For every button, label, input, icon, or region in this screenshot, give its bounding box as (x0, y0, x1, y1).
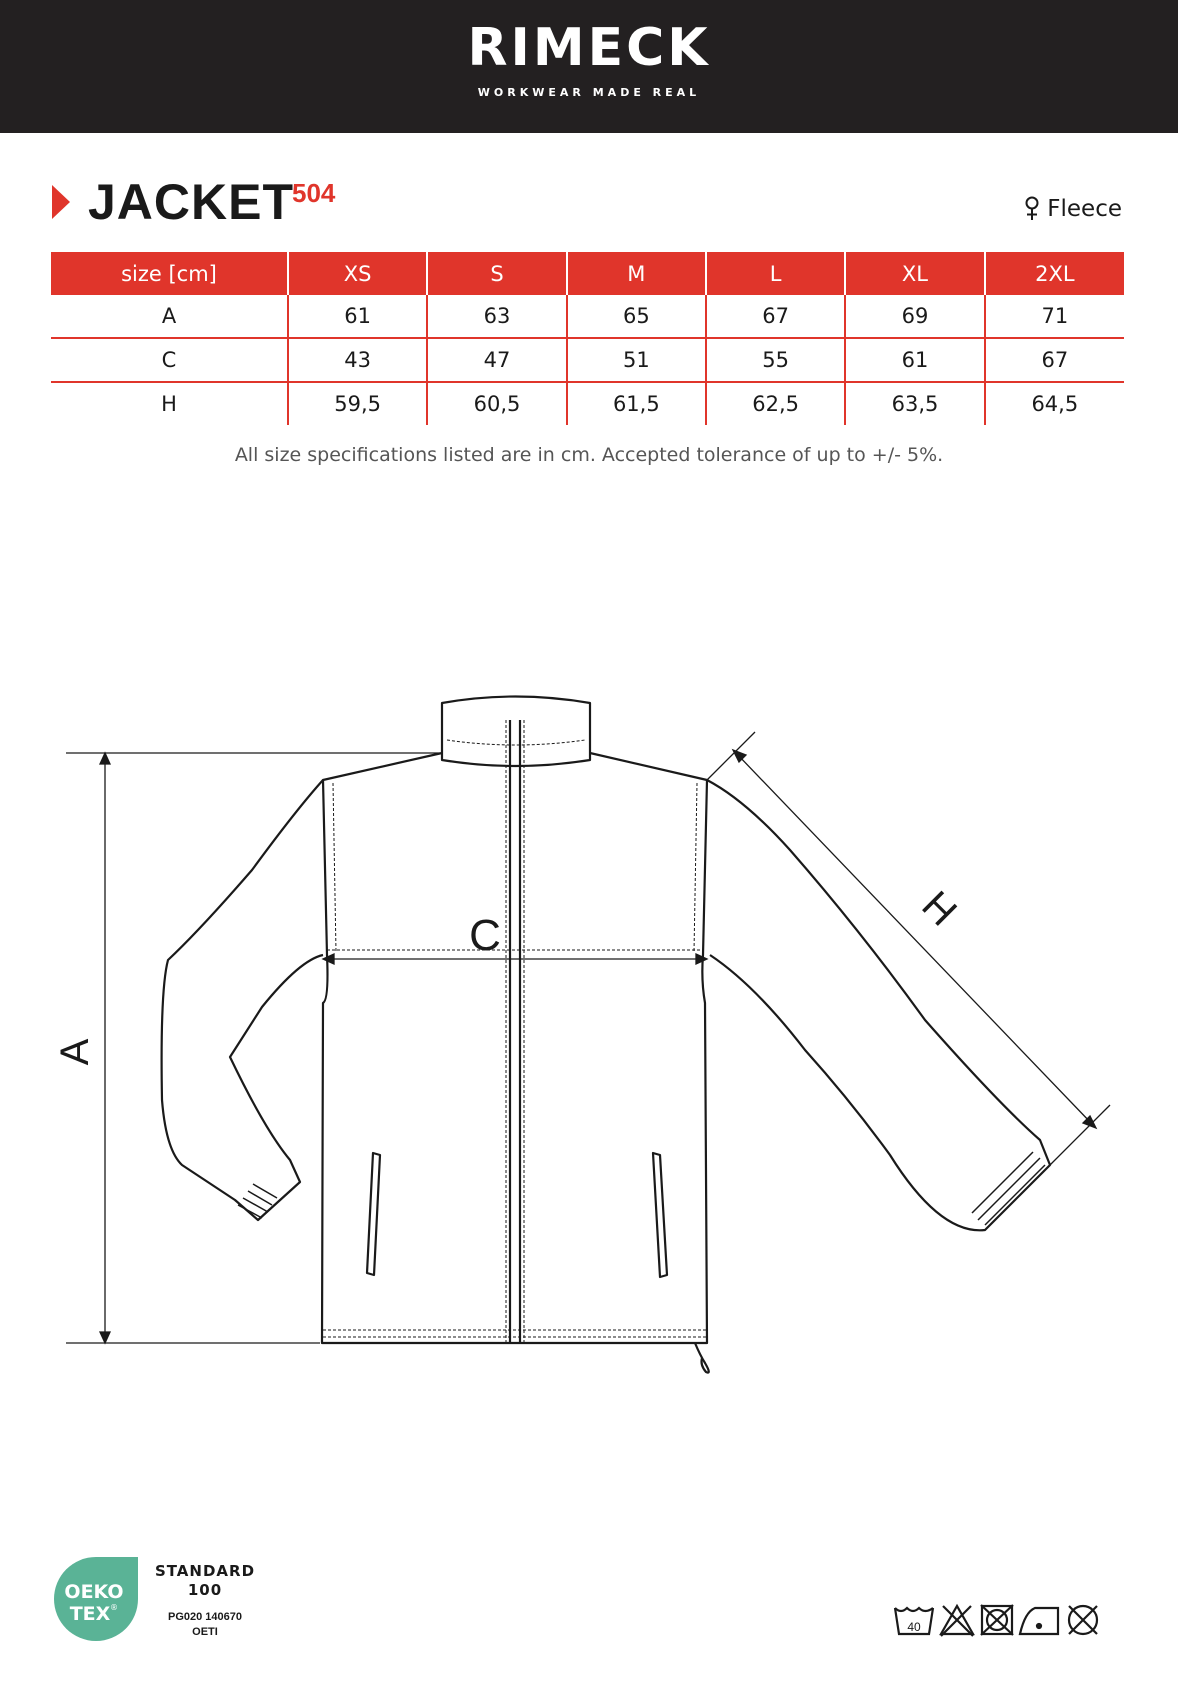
table-cell: 67 (706, 295, 845, 338)
table-cell: 63,5 (845, 382, 984, 425)
size-2xl: 2XL (985, 252, 1124, 295)
cert-code-line2: OETI (192, 1626, 218, 1638)
tex-text: TEX (69, 1603, 111, 1625)
right-sleeve (707, 780, 1050, 1230)
material-text: Fleece (1047, 196, 1122, 222)
size-m: M (567, 252, 706, 295)
table-row (51, 338, 1124, 382)
brand-header (0, 0, 1178, 133)
tolerance-note: All size specifications listed are in cm. Accepted tolerance of up to +/- 5%. (234, 444, 944, 466)
label-h: H (913, 883, 965, 935)
product-title: JACKET (88, 174, 295, 230)
standard-line1: STANDARD (154, 1562, 256, 1580)
oeko-tex-logo (52, 1555, 140, 1643)
table-cell: 64,5 (985, 382, 1124, 425)
right-pocket (653, 1153, 667, 1277)
standard-line2: 100 (187, 1581, 223, 1599)
care-symbols (893, 1602, 1118, 1638)
table-cell: 47 (427, 338, 566, 382)
table-cell: 59,5 (288, 382, 427, 425)
female-symbol-icon (1023, 196, 1041, 222)
brand-name: RIMECK (467, 18, 711, 78)
collar (442, 697, 590, 767)
table-cell: 65 (567, 295, 706, 338)
size-xl: XL (845, 252, 984, 295)
no-bleach-icon (941, 1606, 973, 1636)
size-header-label: size [cm] (51, 252, 288, 295)
oeko-registered-mark: ® (110, 1603, 118, 1612)
table-cell: 67 (985, 338, 1124, 382)
table-row (51, 295, 1124, 338)
size-l: L (706, 252, 845, 295)
table-cell: 61 (845, 338, 984, 382)
row-label: C (51, 338, 288, 382)
left-pocket (367, 1153, 380, 1275)
jacket-diagram (0, 660, 1178, 1380)
table-cell: 62,5 (706, 382, 845, 425)
title-arrow-icon (52, 185, 70, 219)
cert-code (153, 1610, 257, 1640)
brand-logo (0, 18, 1178, 78)
cert-code-line1: PG020 140670 (167, 1611, 242, 1623)
wash-temp-label: 40 (907, 1620, 921, 1634)
size-table (51, 252, 1124, 425)
label-c: C (469, 911, 501, 960)
table-row (51, 382, 1124, 425)
brand-tagline: WORKWEAR MADE REAL (477, 86, 701, 99)
table-cell: 61 (288, 295, 427, 338)
iron-low-icon (1020, 1608, 1058, 1634)
table-cell: 71 (985, 295, 1124, 338)
row-label: H (161, 392, 177, 416)
table-cell: 51 (567, 338, 706, 382)
no-tumble-dry-icon (981, 1605, 1013, 1635)
table-cell: 69 (845, 295, 984, 338)
jacket-body (322, 753, 707, 1343)
material-label (1023, 196, 1122, 222)
size-s: S (427, 252, 566, 295)
standard-label (153, 1562, 257, 1600)
row-label: A (51, 295, 288, 338)
table-cell: 63 (427, 295, 566, 338)
table-cell: 43 (288, 338, 427, 382)
table-cell: 61,5 (567, 382, 706, 425)
drawcord (695, 1343, 709, 1373)
left-sleeve (162, 780, 323, 1220)
product-model: 504 (292, 178, 336, 208)
no-dry-clean-icon (1069, 1606, 1097, 1634)
table-cell: 55 (706, 338, 845, 382)
size-table-header (51, 252, 1124, 295)
size-xs: XS (288, 252, 427, 295)
oeko-text: OEKO (64, 1581, 124, 1603)
label-a: A (53, 1038, 97, 1066)
table-cell: 60,5 (427, 382, 566, 425)
